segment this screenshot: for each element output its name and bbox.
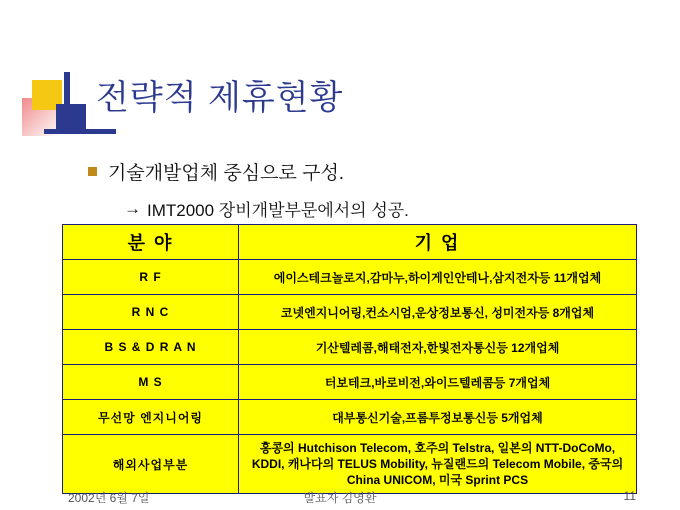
table-cell-companies: 기산텔레콤,해태전자,한빛전자통신등 12개업체 (239, 330, 637, 365)
table-row (63, 365, 637, 400)
bullet-item-2-label: IMT2000 장비개발부문에서의 성공. (147, 201, 409, 220)
table-cell-field: 무선망 엔지니어링 (63, 400, 239, 435)
table-cell-field: R F (63, 260, 239, 295)
table-header-row (63, 225, 637, 260)
slide-footer (0, 484, 680, 510)
arrow-icon: → (124, 198, 141, 218)
table-row (63, 400, 637, 435)
page-title: 전략적 제휴현황 (96, 79, 344, 117)
table-cell-field: B S & D R A N (63, 330, 239, 365)
decorative-logo (22, 72, 90, 140)
table-cell-companies: 에이스테크놀로지,감마누,하이게인안테나,삼지전자등 11개업체 (239, 260, 637, 295)
table-cell-companies: 코넷엔지니어링,컨소시엄,운상정보통신, 성미전자등 8개업체 (239, 295, 637, 330)
footer-presenter: 발표자 김영환 (303, 491, 377, 505)
table-row (63, 260, 637, 295)
table-cell-companies: 홍콩의 Hutchison Telecom, 호주의 Telstra, 일본의 NTT-DoCoMo, KDDI, 캐나다의 TELUS Mobility, 뉴질랜드의 Telecom Mobile, 중국의 China UNICOM, 미국 Sprint PCS (239, 435, 637, 494)
table-row (63, 330, 637, 365)
square-bullet-icon (88, 167, 97, 176)
logo-horizontal-bar (44, 129, 116, 134)
table-header-companies: 기 업 (239, 225, 637, 260)
table-cell-field: R N C (63, 295, 239, 330)
table-cell-field: 해외사업부분 (63, 435, 239, 494)
bullet-item-1 (88, 158, 344, 185)
alliance-table (62, 224, 637, 494)
table-cell-companies: 대부통신기술,프롬투정보통신등 5개업체 (239, 400, 637, 435)
bullet-item-1-label: 기술개발업체 중심으로 구성. (108, 163, 345, 184)
table-header-field: 분 야 (63, 225, 239, 260)
footer-page-number: 11 (623, 489, 636, 503)
table-row (63, 295, 637, 330)
footer-date: 2002년 6월 7일 (68, 491, 150, 505)
logo-vertical-bar (64, 72, 70, 130)
table-cell-companies: 터보테크,바로비전,와이드텔레콤등 7개업체 (239, 365, 637, 400)
bullet-item-2 (124, 196, 409, 221)
table-cell-field: M S (63, 365, 239, 400)
alliance-table-wrapper (62, 224, 636, 494)
